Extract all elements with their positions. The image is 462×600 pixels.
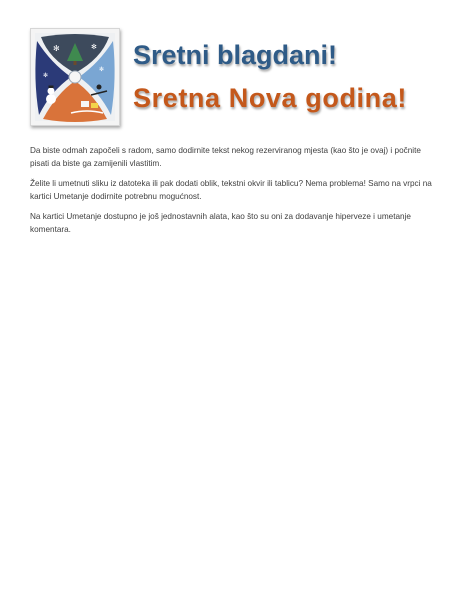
svg-text:✻: ✻ [53,44,60,53]
winter-holiday-illustration-icon [31,29,119,125]
body-paragraph[interactable]: Na kartici Umetanje dostupno je još jednostavnih alata, kao što su oni za dodavanje hiperveze i umetanje komentara. [30,212,411,234]
svg-text:✻: ✻ [91,44,97,51]
body-paragraph[interactable]: Želite li umetnuti sliku iz datoteka ili pak dodati oblik, tekstni okvir ili tablicu? Nema problema! Samo na vrpci na kartici Umetanje dodirnite potrebnu mogućnost. [30,179,432,201]
svg-text:✻: ✻ [43,73,49,79]
heading-line-1: Sretni blagdani! [133,40,338,70]
body-text [30,144,435,243]
holiday-artwork [30,28,120,126]
heading-line-2: Sretna Nova godina! [133,83,407,113]
body-paragraph[interactable]: Da biste odmah započeli s radom, samo dodirnite tekst nekog rezerviranog mjesta (kao što je ovaj) i počnite pisati da biste ga zamijenili vlastitim. [30,146,421,168]
svg-text:✻: ✻ [99,67,105,73]
